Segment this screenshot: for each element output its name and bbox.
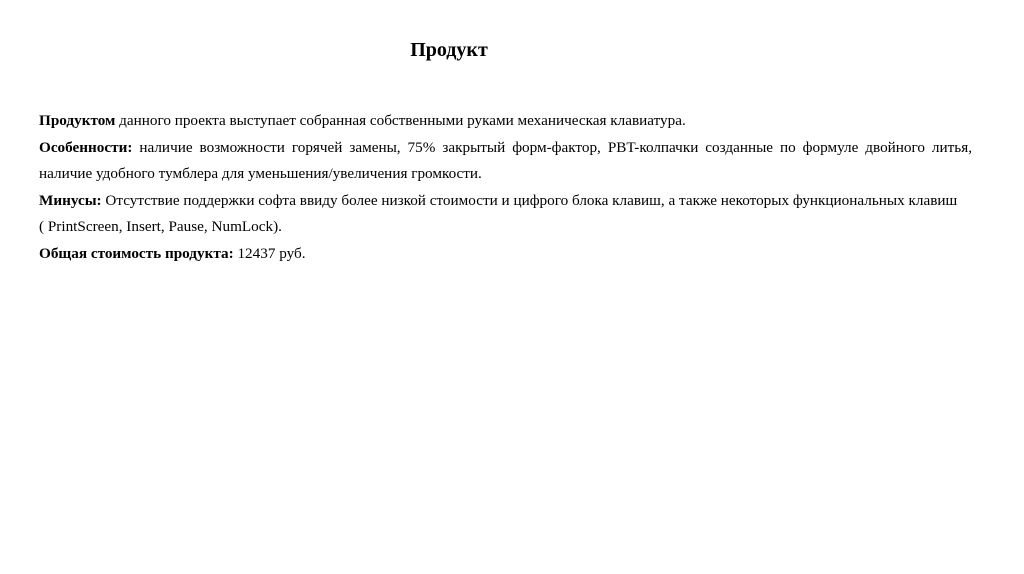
page-title: Продукт [410,39,488,61]
features-text: наличие возможности горячей замены, 75% закрытый форм-фактор, PBT-колпачки созданные по формуле двойного литья, наличие удобного тумблера для уменьшения/увеличения громкости. [39,138,972,182]
minuses-text: Отсутствие поддержки софта ввиду более низкой стоимости и цифрого блока клавиш, а также некоторых функциональных клавиш [101,191,958,209]
product-paragraph [39,108,972,135]
slide-content [39,108,972,267]
price-paragraph [39,241,972,268]
minuses-label: Минусы: [39,191,102,209]
price-text: 12437 руб. [233,244,306,262]
minuses-text-keys: ( PrintScreen, Insert, Pause, NumLock). [39,218,282,235]
features-paragraph [39,135,972,188]
features-label: Особенности: [39,138,133,156]
product-label: Продуктом [39,112,116,129]
price-label: Общая стоимость продукта: [39,244,234,262]
product-text: данного проекта выступает собранная собственными руками механическая клавиатура. [115,112,686,129]
minuses-paragraph [39,188,972,241]
